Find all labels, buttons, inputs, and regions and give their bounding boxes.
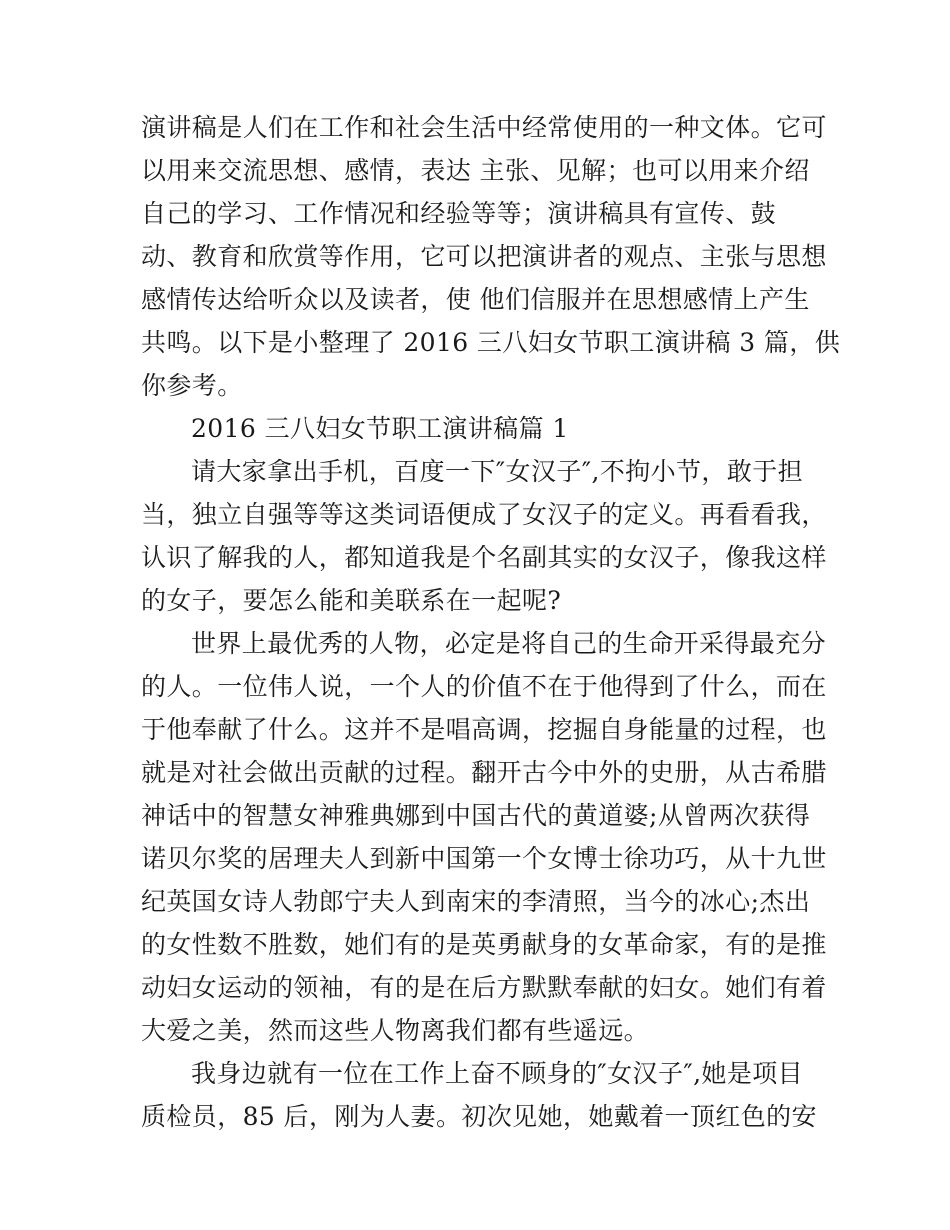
text-line: 大爱之美，然而这些人物离我们都有些遥远。 [141,1016,650,1045]
text-line: 感情传达给听众以及读者，使 他们信服并在思想感情上产生 [141,285,810,314]
text-line: 神话中的智慧女神雅典娜到中国古代的黄道婆;从曾两次获得 [141,801,811,830]
text-line: 世界上最优秀的人物，必定是将自己的生命开采得最充分 [191,629,827,658]
text-line: 请大家拿出手机，百度一下″女汉子″,不拘小节，敢于担 [191,457,804,486]
text-line: 的女子，要怎么能和美联系在一起呢? [141,586,562,615]
text-line: 就是对社会做出贡献的过程。翻开古今中外的史册，从古希腊 [141,758,827,787]
text-line: 认识了解我的人，都知道我是个名副其实的女汉子，像我这样 [141,543,827,572]
text-line: 于他奉献了什么。这并不是唱高调，挖掘自身能量的过程，也 [141,715,827,744]
text-line: 自己的学习、工作情况和经验等等；演讲稿具有宣传、鼓 [141,199,777,228]
text-line: 当，独立自强等等这类词语便成了女汉子的定义。再看看我， [141,500,827,529]
text-line: 动、教育和欣赏等作用，它可以把演讲者的观点、主张与思想 [141,242,827,271]
text-line: 质检员，85 后，刚为人妻。初次见她，她戴着一顶红色的安 [141,1102,817,1131]
text-line: 动妇女运动的领袖，有的是在后方默默奉献的妇女。她们有着 [141,973,827,1002]
text-line: 以用来交流思想、感情，表达 主张、见解；也可以用来介绍 [141,156,810,185]
text-line: 你参考。 [141,371,243,400]
text-line: 演讲稿是人们在工作和社会生活中经常使用的一种文体。它可 [141,113,827,142]
text-line: 诺贝尔奖的居理夫人到新中国第一个女博士徐功巧，从十九世 [141,844,827,873]
text-line: 的女性数不胜数，她们有的是英勇献身的女革命家，有的是推 [141,930,827,959]
text-line: 的人。一位伟人说，一个人的价值不在于他得到了什么，而在 [141,672,827,701]
text-line: 共鸣。以下是小整理了 2016 三八妇女节职工演讲稿 3 篇，供 [141,328,841,357]
text-line: 我身边就有一位在工作上奋不顾身的″女汉子″,她是项目 [191,1059,804,1088]
section-heading: 2016 三八妇女节职工演讲稿篇 1 [191,414,569,443]
document-body [141,106,841,1138]
text-line: 纪英国女诗人勃郎宁夫人到南宋的李清照，当今的冰心;杰出 [141,887,811,916]
